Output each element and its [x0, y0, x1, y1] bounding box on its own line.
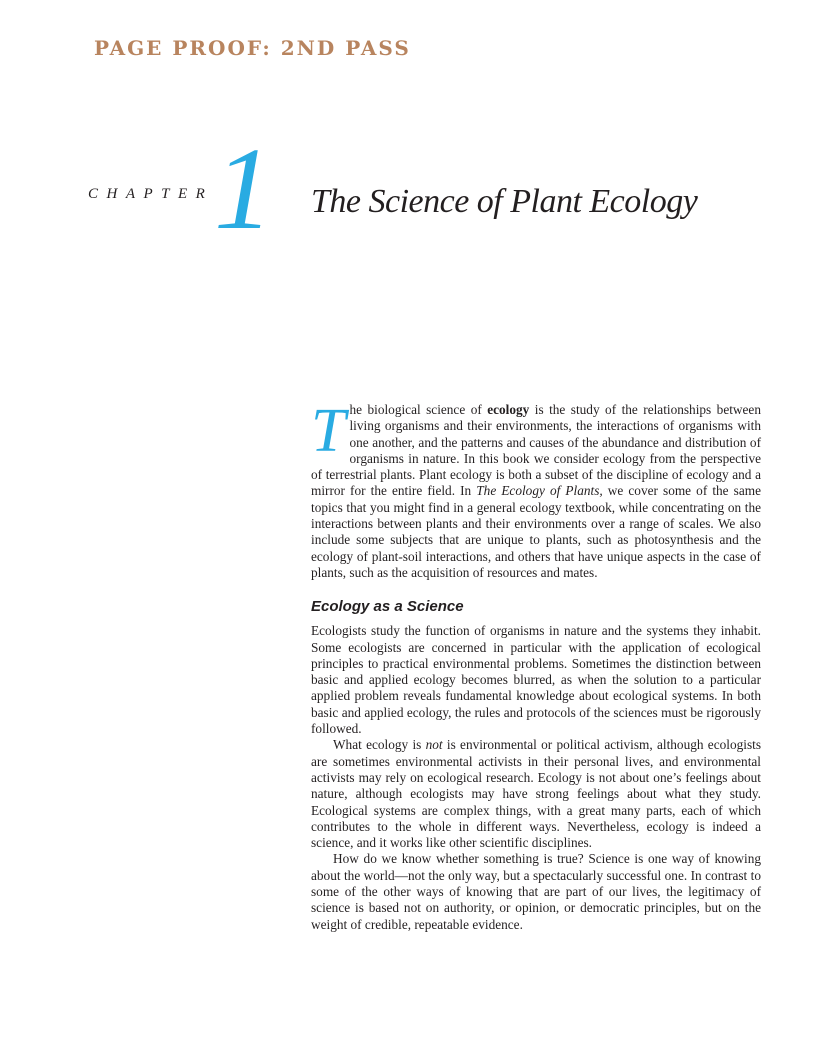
page-proof-stamp: PAGE PROOF: 2ND PASS	[94, 36, 411, 60]
section-paragraph-3: How do we know whether something is true? Science is one way of knowing about the world—not the only way, but a spectacularly successful one. In contrast to some of the other ways of knowing that are part of our lives, the legitimacy of science is based not on authority, or opinion, or democratic principles, but on the weight of credible, repeatable evidence.	[311, 851, 761, 932]
para2-emphasis: not	[425, 737, 443, 753]
chapter-title: The Science of Plant Ecology	[311, 183, 698, 220]
section-paragraph-2	[311, 737, 761, 851]
chapter-number: 1	[214, 123, 273, 254]
section-paragraph-1: Ecologists study the function of organisms in nature and the systems they inhabit. Some ecologists are concerned in particular with the application of ecological principles to practical environmental problems. Sometimes the distinction between basic and applied ecology becomes blurred, as when the solution to a particular applied problem reveals fundamental knowledge about ecological systems. In both basic and applied ecology, the rules and protocols of the sciences must be rigorously followed.	[311, 623, 761, 737]
book-title: The Ecology of Plants,	[476, 483, 603, 499]
body-text	[311, 397, 761, 933]
intro-text-2: is the study of the relationships between living organisms and their environments, the interactions of organisms with one another, and the patterns and causes of the abundance and distribution of organisms in nature. In this book we consider ecology from the perspective of terrestrial plants. Plant ecology is both a subset of the discipline of ecology and a mirror for the entire field. In	[311, 402, 761, 499]
intro-paragraph	[311, 397, 761, 581]
chapter-label: CHAPTER	[88, 186, 214, 202]
intro-text-3: we cover some of the same topics that you might find in a general ecology textbook, while concentrating on the interactions between plants and their environments over a range of scales. We also include some subjects that are unique to plants, such as photosynthesis and the ecology of plant-soil interactions, and others that have unique aspects in the case of plants, such as the acquisition of resources and mates.	[311, 483, 761, 580]
para2-pre: What ecology is	[333, 737, 426, 753]
section-heading: Ecology as a Science	[311, 598, 464, 616]
intro-text-1: he biological science of	[349, 402, 488, 417]
para2-post: is environmental or political activism, although ecologists are sometimes environmental activists in their personal lives, and environmental activists may rely on ecological research. Ecology is not about one’s feelings about nature, although ecologists may have strong feelings about what they study. Ecological systems are complex things, with a great many parts, each of which contributes to the whole in different ways. Nevertheless, ecology is indeed a science, and it works like other scientific disciplines.	[311, 737, 761, 851]
keyword-ecology: ecology	[487, 402, 530, 417]
drop-cap: T	[311, 397, 346, 465]
